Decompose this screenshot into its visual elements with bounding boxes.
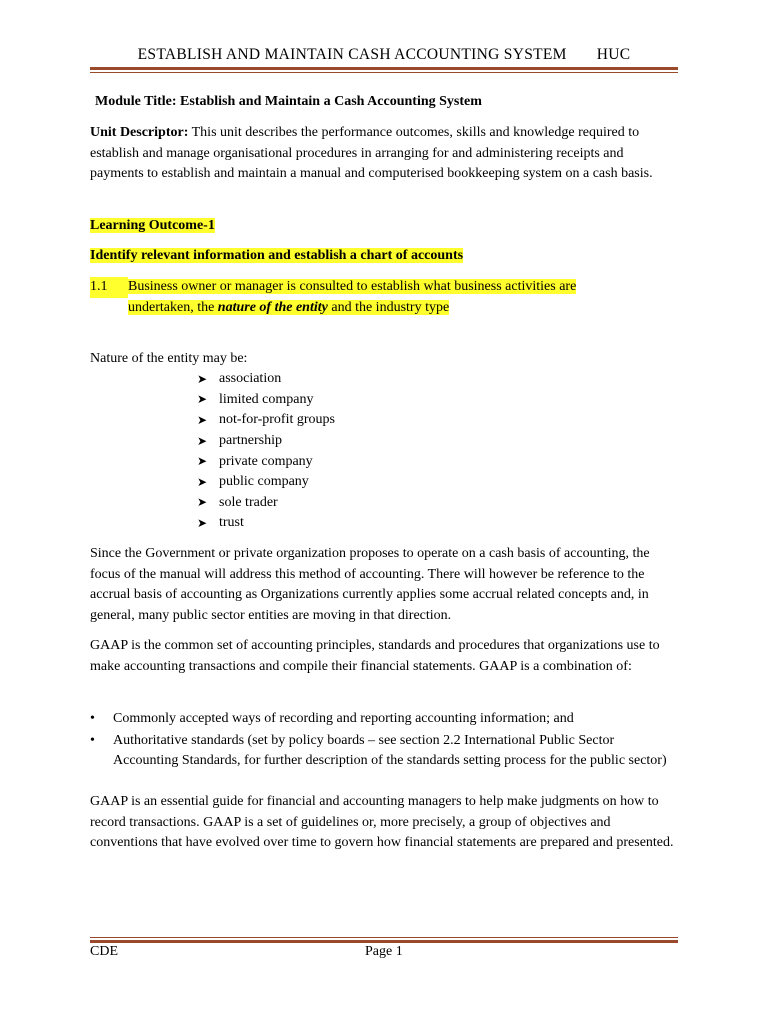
nature-intro: Nature of the entity may be:	[90, 351, 248, 366]
criterion-1-1	[90, 277, 690, 318]
learning-outcome	[90, 216, 215, 237]
footer-rule-thick	[90, 940, 678, 943]
arrow-bullet-icon: ➤	[197, 454, 208, 469]
module-title-label: Module Title:	[95, 94, 177, 109]
entity-list	[197, 369, 335, 534]
page-number: Page 1	[365, 944, 403, 959]
criterion-number: 1.1	[90, 277, 128, 298]
list-item: ➤ private company	[197, 453, 313, 469]
unit-descriptor-label: Unit Descriptor:	[90, 125, 189, 140]
list-item: ➤ partnership	[197, 433, 282, 449]
module-title	[95, 92, 482, 113]
paragraph-gaap-intro: GAAP is the common set of accounting principles, standards and procedures that organizations use to make accounting transactions and compile their financial statements. GAAP is a combination of:	[90, 638, 660, 674]
footer-left: CDE	[90, 944, 118, 959]
list-item: ➤ association	[197, 371, 282, 387]
unit-descriptor	[90, 123, 680, 185]
arrow-bullet-icon: ➤	[197, 371, 208, 386]
gaap-points	[90, 709, 680, 772]
arrow-bullet-icon: ➤	[197, 433, 208, 448]
learning-outcome-label: Learning Outcome-1	[90, 218, 215, 233]
running-header	[0, 46, 768, 64]
list-item: ➤ trust	[197, 515, 244, 531]
list-item: ➤ not-for-profit groups	[197, 412, 335, 428]
paragraph-gaap-guide: GAAP is an essential guide for financial and accounting managers to help make judgments on how to record transactions. GAAP is a set of guidelines or, more precisely, a group of objectives and conventions that have evolved over time to govern how financial statements are prepared and presented.	[90, 794, 674, 850]
unit-descriptor-line1: This unit describes the performance outcomes, skills and knowledge required	[188, 125, 625, 140]
criterion-line2-post: and the industry type	[327, 299, 450, 315]
header-title: ESTABLISH AND MAINTAIN CASH ACCOUNTING SYSTEM	[137, 46, 567, 63]
criterion-line2-em: nature of the entity	[217, 299, 328, 315]
arrow-bullet-icon: ➤	[197, 392, 208, 407]
list-item: ➤ sole trader	[197, 494, 278, 510]
list-item: ➤ limited company	[197, 391, 314, 407]
unit-descriptor-text: to establish and manage organisational procedures in arranging for and administering receipts and payments to establish and maintain a manual and computerised bookkeeping system on a cash basis.	[90, 125, 653, 181]
header-code: HUC	[596, 46, 631, 63]
outcome-heading-text: Identify relevant information and establish a chart of accounts	[90, 248, 464, 263]
bullet-dot-icon: •	[90, 711, 95, 726]
criterion-line2-pre: undertaken, the	[128, 299, 218, 315]
outcome-heading	[90, 246, 463, 267]
header-rule-thin	[90, 72, 678, 73]
list-item: ➤ public company	[197, 474, 309, 490]
bullet-dot-icon: •	[90, 732, 95, 748]
header-rule-thick	[90, 67, 678, 70]
list-item: • Authoritative standards (set by policy boards – see section 2.2 International Public Sector Accounting Standards, for further description of the standards setting process for the public sector)	[90, 731, 680, 772]
criterion-line1: Business owner or manager is consulted to establish what business activities are	[128, 279, 577, 294]
paragraph-government: Since the Government or private organization proposes to operate on a cash basis of accounting, the focus of the manual will address this method of accounting. There will however be reference to the accrual basis of accounting as Organizations currently applies some accrual related concepts and, in general, many public sector entities are moving in that direction.	[90, 546, 650, 623]
module-title-value: Establish and Maintain a Cash Accounting System	[180, 94, 482, 109]
list-item: • Commonly accepted ways of recording and reporting accounting information; and	[90, 709, 680, 730]
arrow-bullet-icon: ➤	[197, 474, 208, 489]
arrow-bullet-icon: ➤	[197, 412, 208, 427]
footer-rule-thin	[90, 937, 678, 938]
arrow-bullet-icon: ➤	[197, 515, 208, 530]
arrow-bullet-icon: ➤	[197, 495, 208, 510]
